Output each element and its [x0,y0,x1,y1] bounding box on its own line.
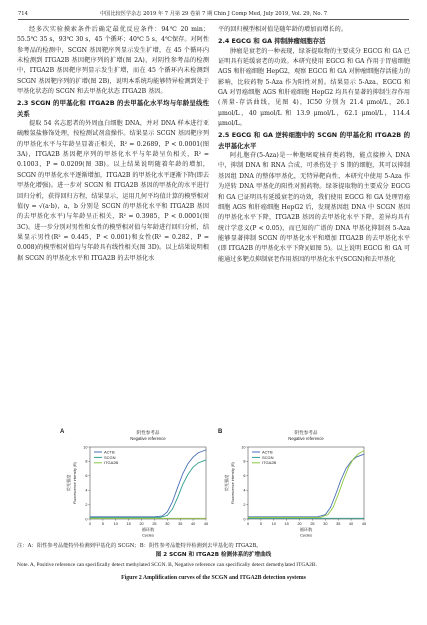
y-tick-label: 8 [85,459,88,464]
y-tick-label: 2 [243,502,246,507]
x-tick-label: 45 [361,522,367,526]
y-axis-label-cn: 荧光强度 [66,474,71,492]
x-axis-label-cn: 循环数 [299,527,313,532]
paragraph-5-aza: 阿扎胞苷(5-Aza)是一种胞嘧啶核苷类药物，能点接掺入 DNA 中，抑制 DNA 和 RNA 合成，可杀伤处于 S 期的细胞，其可以抑制基因组 DNA 的整体甲基化，无特异靶向性，本研究中使用 5-Aza 作为逆转 DNA 甲基化的阳性对照药物。绿茶提取物的主要成分 EGCG 和 GA 已证明具有延缓衰老的功效，我们使用 EGCG 和 GA 处理胃癌细胞 AGS 和肝癌细胞 HepG2 后，发现基因组 DNA 中 SCGN 基因的甲基化水平下降，ITGA2B 基因的去甲基化水平下降，差异均具有统计学意义(P < 0.05)，而已知的广谱的 DNA 甲基化抑制剂 5-Aza 能够显著抑制 SCGN 的甲基化水平和增加 ITGA2B 的去甲基化水平(即 ITGA2B 的甲基化水平下降)(如图 5)。以上说明 EGCG 和 GA 可能通过多靶点抑制衰老作用基因的甲基化水平(SCGN)和去甲基化 [218,152,410,263]
x-tick-label: 10 [271,522,276,526]
paragraph-regression: 提取 54 名志愿者的外周血白细胞 DNA，并对 DNA 样本进行亚硫酸氢盐修饰处理，按检测试剂盒操作。结果显示 SCGN 基因靶序列的甲基化水平与年龄呈显著正相关，R² = 0.2689，P < 0.0001(图 3A)，ITGA2B 基因靶序列的甲基化水平与年龄呈负相关，R² = 0.1003，P = 0.0209(图 3B)。以上结果说明随着年龄的增加，SCGN 的甲基化水平逐渐增加，ITGA2B 的甲基化水平逐渐下降(即去甲基化增强)。进一步对 SCGN 和 ITGA2B 基因的甲基化的水平进行回归分析，获得回归方程，结果显示，运用几何平均值计算的模型相对值(y = √(a·b)，a，b 分别是 SCGN 的甲基化水平和 ITGA2B 基因的去甲基化水平)与年龄呈正相关，R² = 0.3985，P < 0.0001(图 3C)。进一步分别对男性和女性的模型相对值与年龄进行回归分析，结果显示男性(R² = 0.445，P < 0.001)和女性(R² = 0.282，P = 0.008)的模型相对值均与年龄具有线性相关(图 3D)。以上结果说明根据 SCGN 的甲基化水平和 ITGA2B 的去甲基化水 [17,120,209,262]
x-tick-label: 20 [297,522,302,526]
chart-a-svg [60,427,210,537]
note-cn: 注：A：阳性参考品能特异检测到甲基化的 SCGN；B：阴性参考品能特异检测到去甲基化的 ITGA2B。 [17,543,262,549]
paragraph-egcg-ga: 肿瘤是衰老的一种表现，绿茶提取物的主要成分 EGCG 和 GA 已证明具有延缓衰老的功效。本研究使用 EGCG 和 GA 作用于胃癌细胞 AGS 和肝癌细胞 HepG2，观察 EGCG 和 GA 对肿瘤细胞存活能力的影响，比较药物 5-Aza 作为阳性对照。结果显示 5-Aza，EGCG 和 GA 对胃癌细胞 AGS 和肝癌细胞 HepG2 均具有显著的抑制生存作用(剂量-存活曲线，见图 4)，IC50 分别为 21.4 μmol/L，26.1 μmol/L，40 μmol/L 和 13.9 μmol/L，62.1 μmol/L，114.4 μmol/L。 [218,47,410,128]
x-axis-label-cn: 循环数 [141,527,155,532]
y-tick-label: 10 [241,445,246,450]
page-number: 714 [18,11,28,17]
x-tick-label: 45 [203,522,209,526]
data-point-itga2b [364,450,365,451]
data-point-scgn [198,462,199,463]
legend-label-actb: ACTB [262,449,273,455]
data-point-actb [193,457,194,458]
chart-subtitle: Negative reference [130,436,166,441]
data-point-itga2b [206,518,207,519]
data-point-actb [167,511,168,512]
chart-title: 阴性参考品 [136,431,160,436]
figure-2 [60,427,368,537]
x-tick-label: 30 [323,522,328,526]
data-point-actb [198,452,199,453]
figure-title-cn: 图 2 SCGN 和 ITGA2B 检测体系的扩增曲线 [155,552,272,559]
left-column [17,25,209,264]
data-point-actb [90,516,91,517]
x-tick-label: 15 [126,522,131,526]
y-tick-label: 0 [243,517,246,522]
y-axis-label-en: Fluorescence intensity (R) [73,462,77,504]
data-point-itga2b [333,507,334,508]
data-point-actb [182,473,183,474]
data-point-itga2b [328,514,329,515]
x-axis-label-en: Cycles [141,532,155,537]
data-point-itga2b [320,517,321,518]
section-heading-2-5: 2.5 EGCG 和 GA 逆转细胞中的 SCGN 的甲基化和 ITGA2B 的去甲基化水平 [218,131,410,150]
right-column [218,25,410,265]
y-tick-label: 8 [243,459,246,464]
legend-label-actb: ACTB [104,449,115,455]
x-tick-label: 40 [348,522,354,526]
data-point-scgn [182,484,183,485]
x-tick-label: 0 [88,522,92,526]
data-point-itga2b [248,517,249,518]
chart-panel-a [60,427,210,537]
x-tick-label: 35 [336,522,341,526]
data-point-scgn [177,497,178,498]
x-tick-label: 20 [139,522,144,526]
data-point-itga2b [90,518,91,519]
data-point-itga2b [358,453,359,454]
data-point-actb [330,507,331,508]
x-axis-label-en: Cycles [299,532,313,537]
data-point-actb [177,487,178,488]
x-tick-label: 40 [190,522,196,526]
x-tick-label: 5 [259,522,262,526]
data-point-actb [188,463,189,464]
x-tick-label: 10 [113,522,118,526]
data-point-itga2b [343,480,344,481]
x-tick-label: 25 [310,522,315,526]
y-tick-label: 10 [83,445,88,450]
y-tick-label: 0 [85,517,88,522]
figure-title-en: Figure 2 Amplification curves of the SCGN and ITGA2B detection systems [121,574,306,581]
y-axis-label-en: Fluorescence intensity (R) [231,462,235,504]
y-tick-label: 4 [243,488,246,493]
figure-captions [17,542,410,582]
journal-line: 中国比较医学杂志 2019 年 7 月第 29 卷第 7 期 Chin J Comp Med, July 2019, Vol. 29, No. 7 [99,11,328,17]
data-point-actb [154,516,155,517]
section-heading-2-4: 2.4 EGCG 和 GA 抑制肿瘤细胞存活 [218,37,326,46]
legend-label-scgn: SCGN [104,454,116,460]
data-point-actb [325,514,326,515]
data-point-scgn [172,509,173,510]
data-point-actb [340,480,341,481]
data-point-scgn [206,460,207,461]
data-point-scgn [167,515,168,516]
data-point-itga2b [348,467,349,468]
y-tick-label: 6 [85,474,88,479]
panel-label-b: B [218,429,223,435]
x-tick-label: 35 [178,522,183,526]
data-point-scgn [364,518,365,519]
section-heading-2-3: 2.3 SCGN 的甲基化和 ITGA2B 的去甲基化水平均与年龄呈线性关系 [17,99,209,118]
x-tick-label: 30 [165,522,170,526]
x-tick-label: 0 [246,522,250,526]
data-point-actb [248,516,249,517]
chart-subtitle: Negative reference [288,436,324,441]
data-point-scgn [90,517,91,518]
chart-title: 阴性参考品 [294,431,318,436]
data-point-actb [364,454,365,455]
running-header [18,9,409,20]
y-tick-label: 4 [85,488,88,493]
chart-panel-b [218,427,368,537]
y-tick-label: 2 [85,502,88,507]
paragraph-continuation: 平的回归模型相对值是随年龄的增加而增长的。 [218,26,347,33]
data-point-scgn [193,467,194,468]
panel-label-a: A [60,429,65,435]
data-point-actb [335,494,336,495]
data-point-itga2b [338,494,339,495]
data-point-itga2b [353,458,354,459]
y-axis-label-cn: 荧光强度 [224,474,229,492]
data-point-scgn [159,517,160,518]
data-point-actb [346,468,347,469]
data-point-actb [317,516,318,517]
x-tick-label: 5 [101,522,104,526]
data-point-actb [206,450,207,451]
data-point-scgn [188,474,189,475]
data-point-actb [172,501,173,502]
x-tick-label: 25 [152,522,157,526]
y-tick-label: 6 [243,474,246,479]
chart-b-svg [218,427,368,537]
legend-label-itga2b: ITGA2B [262,460,277,466]
legend-label-scgn: SCGN [262,454,274,460]
paragraph-conditions: 经多次实验摸索条件后确定最优反应条件：94℃ 20 min；55.5℃ 35 s，93℃ 30 s，45 个循环；40℃ 5 s，4℃保存。对阿性参考品的检测中，SCGN 基因靶序列显示发生扩增，在 45 个循环内未检测到 ITGA2B 基因靶序列的扩增(图 2A)，对阴性参考品的检测中，ITGA2B 基因靶序列显示发生扩增，而在 45 个循环内未检测到 SCGN 基因靶序列的扩增(图 2B)，说明本系统均能够特异检测到处于甲基化状态的 SCGN 和去甲基化状态 ITGA2B 基因。 [17,26,209,96]
series-line-scgn [90,460,206,518]
note-en: Note. A, Positive reference can specifically detect methylated SCGN. B, Negative reference can specifically detect demethylated ITGA2B. [17,562,317,569]
legend-label-itga2b: ITGA2B [104,460,119,466]
x-tick-label: 15 [284,522,289,526]
data-point-scgn [248,518,249,519]
